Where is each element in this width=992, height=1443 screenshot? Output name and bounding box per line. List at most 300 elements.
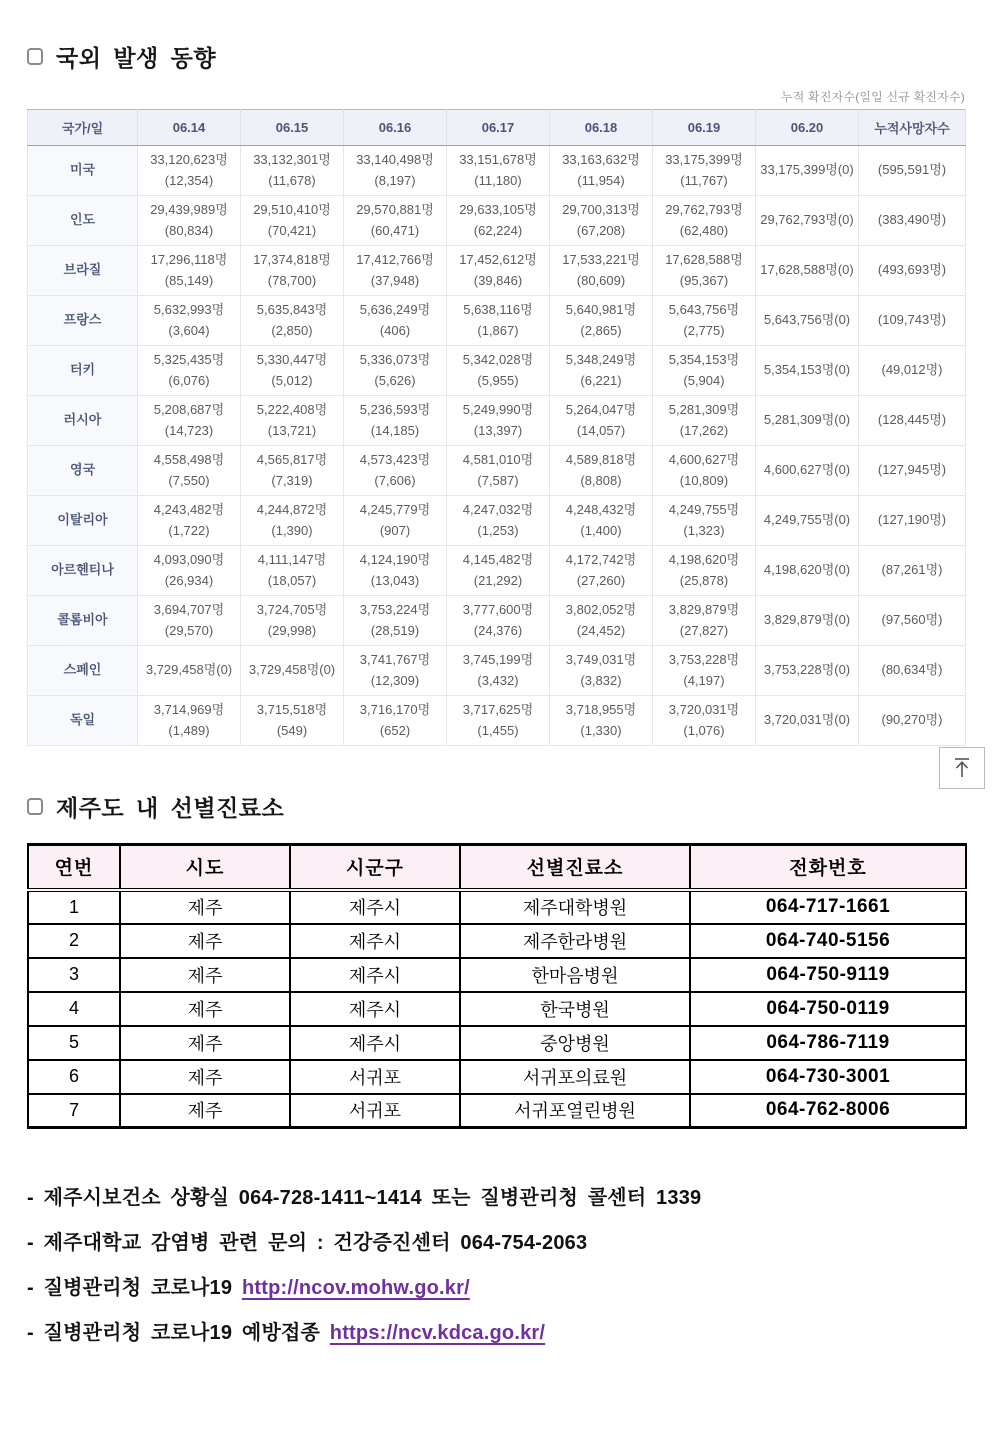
cell-line: 5,342,028명 — [462, 352, 534, 368]
cell-line: (95,367) — [679, 272, 729, 288]
intl-column-header: 06.20 — [756, 110, 859, 146]
cell-line: (5,012) — [271, 372, 313, 388]
cumulative-deaths-cell: (383,490명) — [859, 196, 966, 246]
daily-count-cell — [447, 196, 550, 246]
country-cell: 아르헨티나 — [28, 546, 138, 596]
cumulative-deaths-cell: (595,591명) — [859, 146, 966, 196]
cell-line: (1,867) — [477, 322, 519, 338]
cell-line: 4,111,147명 — [257, 552, 327, 568]
daily-count-cell — [550, 396, 653, 446]
footer-link-kdca[interactable]: https://ncv.kdca.go.kr/ — [329, 1322, 546, 1344]
cell-line: (3,604) — [168, 322, 210, 338]
cell-line: (652) — [379, 722, 411, 738]
cell-line: (10,809) — [679, 472, 729, 488]
district-cell: 제주시 — [290, 924, 460, 958]
daily-count-cell — [550, 196, 653, 246]
cell-line: 4,093,090명 — [153, 552, 225, 568]
cumulative-deaths-cell: (109,743명) — [859, 296, 966, 346]
daily-count-cell — [653, 146, 756, 196]
section2-title — [27, 790, 965, 823]
clinic-name-cell: 서귀포열린병원 — [460, 1094, 690, 1128]
cell-line: 5,249,990명 — [462, 402, 534, 418]
daily-count-cell — [138, 646, 241, 696]
intl-table-row — [28, 646, 966, 696]
country-cell: 러시아 — [28, 396, 138, 446]
footer-line-kdca-covid — [27, 1266, 965, 1311]
intl-column-header: 06.16 — [344, 110, 447, 146]
daily-count-cell — [241, 346, 344, 396]
province-cell: 제주 — [120, 1026, 290, 1060]
row-number-cell: 7 — [28, 1094, 120, 1128]
phone-number-cell: 064-786-7119 — [690, 1026, 966, 1060]
daily-count-cell — [550, 146, 653, 196]
daily-count-cell — [241, 496, 344, 546]
daily-count-cell — [138, 196, 241, 246]
cell-line: (1,489) — [168, 722, 210, 738]
cell-line: 3,753,228명 — [668, 652, 740, 668]
daily-count-cell — [653, 546, 756, 596]
cell-line: (4,197) — [683, 672, 725, 688]
cell-line: 4,243,482명 — [153, 502, 225, 518]
cell-line: 17,374,818명 — [253, 252, 331, 268]
cell-line: 5,208,687명 — [153, 402, 225, 418]
cell-line: 17,412,766명 — [356, 252, 434, 268]
latest-cumulative-cell: 17,628,588명(0) — [756, 246, 859, 296]
daily-count-cell — [138, 396, 241, 446]
cell-line: 3,749,031명 — [565, 652, 637, 668]
row-number-cell: 1 — [28, 890, 120, 924]
cell-line: 5,636,249명 — [359, 302, 431, 318]
daily-count-cell — [138, 546, 241, 596]
province-cell: 제주 — [120, 1094, 290, 1128]
cell-line: (2,865) — [580, 322, 622, 338]
cumulative-deaths-cell: (128,445명) — [859, 396, 966, 446]
intl-table-row — [28, 446, 966, 496]
cell-line: (1,323) — [683, 522, 725, 538]
daily-count-cell — [447, 246, 550, 296]
section1-title — [27, 40, 965, 73]
cell-line: 5,325,435명 — [153, 352, 225, 368]
checkbox-icon — [27, 48, 43, 65]
cell-line: (1,455) — [477, 722, 519, 738]
daily-count-cell — [138, 146, 241, 196]
daily-count-cell — [653, 646, 756, 696]
footer-text: - 질병관리청 코로나19 — [27, 1277, 242, 1299]
clinic-column-header: 선별진료소 — [460, 845, 690, 890]
daily-count-cell — [653, 346, 756, 396]
latest-cumulative-cell: 33,175,399명(0) — [756, 146, 859, 196]
daily-count-cell — [550, 596, 653, 646]
daily-count-cell — [447, 696, 550, 746]
arrow-up-to-bar-icon — [951, 756, 973, 780]
cell-line: 4,247,032명 — [462, 502, 534, 518]
daily-count-cell — [344, 446, 447, 496]
cell-line: 3,829,879명 — [668, 602, 740, 618]
latest-cumulative-cell: 3,720,031명(0) — [756, 696, 859, 746]
cell-line: (29,570) — [164, 622, 214, 638]
daily-count-cell — [138, 246, 241, 296]
country-cell: 프랑스 — [28, 296, 138, 346]
cell-line: (907) — [379, 522, 411, 538]
footer-notes — [27, 1176, 965, 1356]
cell-line: (25,878) — [679, 572, 729, 588]
cell-line: (1,722) — [168, 522, 210, 538]
cell-line: 29,570,881명 — [356, 202, 434, 218]
clinic-table-row — [28, 958, 966, 992]
country-cell: 영국 — [28, 446, 138, 496]
cell-line: (27,827) — [679, 622, 729, 638]
clinic-table-row — [28, 1094, 966, 1128]
row-number-cell: 3 — [28, 958, 120, 992]
latest-cumulative-cell: 4,600,627명(0) — [756, 446, 859, 496]
daily-count-cell — [550, 696, 653, 746]
cell-line: (1,330) — [580, 722, 622, 738]
intl-table-row — [28, 146, 966, 196]
cell-line: 5,222,408명 — [256, 402, 328, 418]
cell-line: (549) — [276, 722, 308, 738]
cell-line: 5,281,309명 — [668, 402, 740, 418]
cell-line: 3,715,518명 — [256, 702, 328, 718]
phone-number-cell: 064-750-0119 — [690, 992, 966, 1026]
cell-line: 4,244,872명 — [256, 502, 328, 518]
country-cell: 독일 — [28, 696, 138, 746]
daily-count-cell — [344, 196, 447, 246]
district-cell: 제주시 — [290, 1026, 460, 1060]
clinic-column-header: 연번 — [28, 845, 120, 890]
table-unit-note: 누적 확진자수(일일 신규 확진자수) — [780, 90, 965, 104]
cell-line: 5,330,447명 — [256, 352, 328, 368]
clinic-column-header: 시도 — [120, 845, 290, 890]
section2-title-text: 제주도 내 선별진료소 — [56, 795, 285, 821]
cell-line: (11,678) — [268, 172, 316, 188]
daily-count-cell — [550, 246, 653, 296]
daily-count-cell — [653, 596, 756, 646]
province-cell: 제주 — [120, 924, 290, 958]
cell-line: 5,236,593명 — [359, 402, 431, 418]
row-number-cell: 2 — [28, 924, 120, 958]
cell-line: (80,609) — [576, 272, 626, 288]
cell-line: 5,336,073명 — [359, 352, 431, 368]
intl-column-header: 국가/일 — [28, 110, 138, 146]
cell-line: 17,452,612명 — [459, 252, 537, 268]
country-cell: 인도 — [28, 196, 138, 246]
cell-line: (13,043) — [370, 572, 420, 588]
daily-count-cell — [241, 646, 344, 696]
footer-text: - 제주대학교 감염병 관련 문의 : 건강증진센터 064-754-2063 — [27, 1232, 588, 1254]
clinic-name-cell: 한국병원 — [460, 992, 690, 1026]
cell-line: (6,221) — [580, 372, 622, 388]
intl-column-header: 06.17 — [447, 110, 550, 146]
country-cell: 터키 — [28, 346, 138, 396]
daily-count-cell — [447, 146, 550, 196]
cell-line: (8,197) — [374, 172, 416, 188]
daily-count-cell — [550, 646, 653, 696]
daily-count-cell — [241, 596, 344, 646]
cell-line: (26,934) — [164, 572, 214, 588]
cell-line: (11,767) — [680, 172, 728, 188]
daily-count-cell — [447, 496, 550, 546]
footer-line-kdca-vaccine — [27, 1311, 965, 1356]
cell-line: (14,185) — [370, 422, 420, 438]
daily-count-cell — [344, 646, 447, 696]
cell-line: 4,245,779명 — [359, 502, 431, 518]
daily-count-cell — [138, 596, 241, 646]
cell-line: (1,400) — [580, 522, 622, 538]
daily-count-cell — [344, 596, 447, 646]
phone-number-cell: 064-750-9119 — [690, 958, 966, 992]
cell-line: 4,589,818명 — [565, 452, 637, 468]
cell-line: 5,640,981명 — [565, 302, 637, 318]
district-cell: 제주시 — [290, 890, 460, 924]
footer-text: - 제주시보건소 상황실 064-728-1411~1414 또는 질병관리청 콜센터 1339 — [27, 1187, 702, 1209]
intl-column-header: 06.14 — [138, 110, 241, 146]
cell-line: 29,439,989명 — [150, 202, 228, 218]
latest-cumulative-cell: 4,249,755명(0) — [756, 496, 859, 546]
clinic-table-row — [28, 1026, 966, 1060]
clinic-table-body — [28, 890, 966, 1128]
province-cell: 제주 — [120, 1060, 290, 1094]
district-cell: 서귀포 — [290, 1060, 460, 1094]
intl-table-row — [28, 196, 966, 246]
cell-line: (14,723) — [164, 422, 214, 438]
international-cases-table — [27, 109, 966, 746]
cell-line: 5,643,756명 — [668, 302, 740, 318]
latest-cumulative-cell: 5,281,309명(0) — [756, 396, 859, 446]
latest-cumulative-cell: 3,829,879명(0) — [756, 596, 859, 646]
cell-line: 4,249,755명 — [668, 502, 740, 518]
cumulative-deaths-cell: (87,261명) — [859, 546, 966, 596]
cell-line: (12,309) — [370, 672, 420, 688]
clinic-name-cell: 한마음병원 — [460, 958, 690, 992]
intl-table-row — [28, 596, 966, 646]
daily-count-cell — [241, 196, 344, 246]
cell-line: 3,720,031명 — [668, 702, 740, 718]
daily-count-cell — [447, 446, 550, 496]
footer-link-ncov[interactable]: http://ncov.mohw.go.kr/ — [241, 1277, 470, 1299]
cell-line: (85,149) — [164, 272, 214, 288]
daily-count-cell — [344, 696, 447, 746]
intl-table-row — [28, 696, 966, 746]
cell-line: (2,775) — [683, 322, 725, 338]
daily-count-cell — [653, 296, 756, 346]
section1-title-text: 국외 발생 동향 — [56, 45, 217, 71]
cell-line: (62,480) — [679, 222, 729, 238]
daily-count-cell — [447, 346, 550, 396]
intl-table-row — [28, 396, 966, 446]
clinic-column-header: 전화번호 — [690, 845, 966, 890]
cell-line: (24,376) — [473, 622, 523, 638]
cumulative-deaths-cell: (49,012명) — [859, 346, 966, 396]
daily-count-cell — [550, 296, 653, 346]
daily-count-cell — [550, 446, 653, 496]
cell-line: 4,248,432명 — [565, 502, 637, 518]
clinic-table-row — [28, 1060, 966, 1094]
clinic-table-row — [28, 924, 966, 958]
cell-line: (5,626) — [374, 372, 416, 388]
latest-cumulative-cell: 29,762,793명(0) — [756, 196, 859, 246]
cell-line: 3,745,199명 — [462, 652, 534, 668]
cell-line: 3,777,600명 — [462, 602, 534, 618]
intl-table-row — [28, 296, 966, 346]
daily-count-cell — [550, 546, 653, 596]
cell-line: 17,628,588명 — [665, 252, 743, 268]
cell-line: 3,802,052명 — [565, 602, 637, 618]
daily-count-cell — [241, 146, 344, 196]
intl-table-body — [28, 146, 966, 746]
daily-count-cell — [447, 596, 550, 646]
cell-line: (37,948) — [370, 272, 420, 288]
clinic-name-cell: 중앙병원 — [460, 1026, 690, 1060]
daily-count-cell — [344, 346, 447, 396]
country-cell: 미국 — [28, 146, 138, 196]
district-cell: 제주시 — [290, 992, 460, 1026]
cell-line: 17,533,221명 — [562, 252, 640, 268]
row-number-cell: 6 — [28, 1060, 120, 1094]
intl-column-header: 06.19 — [653, 110, 756, 146]
cell-line: 33,132,301명 — [253, 152, 331, 168]
cell-line: 3,718,955명 — [565, 702, 637, 718]
cell-line: (1,076) — [683, 722, 725, 738]
cell-line: (67,208) — [576, 222, 626, 238]
clinic-header-row — [28, 845, 966, 890]
cell-line: (17,262) — [679, 422, 729, 438]
cell-line: 4,145,482명 — [462, 552, 534, 568]
phone-number-cell: 064-730-3001 — [690, 1060, 966, 1094]
cumulative-deaths-cell: (90,270명) — [859, 696, 966, 746]
clinic-table-row — [28, 890, 966, 924]
cell-line: (7,606) — [374, 472, 416, 488]
daily-count-cell — [344, 246, 447, 296]
footer-text: - 질병관리청 코로나19 예방접종 — [27, 1322, 330, 1344]
cell-line: (39,846) — [473, 272, 523, 288]
daily-count-cell — [344, 496, 447, 546]
cell-line: 33,175,399명 — [665, 152, 743, 168]
province-cell: 제주 — [120, 958, 290, 992]
intl-column-header: 06.15 — [241, 110, 344, 146]
daily-count-cell — [138, 446, 241, 496]
cell-line: (7,319) — [271, 472, 313, 488]
daily-count-cell — [344, 396, 447, 446]
cell-line: 33,163,632명 — [562, 152, 640, 168]
daily-count-cell — [653, 696, 756, 746]
latest-cumulative-cell: 5,354,153명(0) — [756, 346, 859, 396]
cumulative-deaths-cell: (127,945명) — [859, 446, 966, 496]
intl-header-row — [28, 110, 966, 146]
daily-count-cell — [550, 496, 653, 546]
cumulative-deaths-cell: (127,190명) — [859, 496, 966, 546]
cell-line: 5,354,153명 — [668, 352, 740, 368]
cell-line: (1,390) — [271, 522, 313, 538]
cell-line: 33,140,498명 — [356, 152, 434, 168]
cell-line: 29,762,793명 — [665, 202, 743, 218]
cumulative-deaths-cell: (97,560명) — [859, 596, 966, 646]
daily-count-cell — [447, 546, 550, 596]
district-cell: 서귀포 — [290, 1094, 460, 1128]
cell-line: (406) — [379, 322, 411, 338]
province-cell: 제주 — [120, 992, 290, 1026]
row-number-cell: 5 — [28, 1026, 120, 1060]
cell-line: (2,850) — [271, 322, 313, 338]
cell-line: 3,694,707명 — [153, 602, 225, 618]
cell-line: (7,587) — [477, 472, 519, 488]
cell-line: (13,397) — [473, 422, 523, 438]
daily-count-cell — [241, 546, 344, 596]
district-cell: 제주시 — [290, 958, 460, 992]
cell-line: 3,729,458명(0) — [248, 662, 336, 678]
scroll-to-top-button[interactable] — [939, 747, 985, 789]
cell-line: 3,717,625명 — [462, 702, 534, 718]
latest-cumulative-cell: 5,643,756명(0) — [756, 296, 859, 346]
cell-line: (62,224) — [473, 222, 523, 238]
cell-line: 4,124,190명 — [359, 552, 431, 568]
daily-count-cell — [447, 646, 550, 696]
cell-line: (12,354) — [164, 172, 214, 188]
cell-line: 5,348,249명 — [565, 352, 637, 368]
cell-line: (60,471) — [370, 222, 420, 238]
cell-line: 33,151,678명 — [459, 152, 537, 168]
cell-line: (24,452) — [576, 622, 626, 638]
cell-line: (14,057) — [576, 422, 626, 438]
cell-line: (27,260) — [576, 572, 626, 588]
cell-line: 3,753,224명 — [359, 602, 431, 618]
clinic-column-header: 시군구 — [290, 845, 460, 890]
footer-line-university — [27, 1221, 965, 1266]
daily-count-cell — [344, 146, 447, 196]
daily-count-cell — [447, 296, 550, 346]
daily-count-cell — [653, 246, 756, 296]
latest-cumulative-cell: 3,753,228명(0) — [756, 646, 859, 696]
cell-line: (1,253) — [477, 522, 519, 538]
cell-line: 3,714,969명 — [153, 702, 225, 718]
cell-line: 3,716,170명 — [359, 702, 431, 718]
cell-line: 29,633,105명 — [459, 202, 537, 218]
cell-line: 3,741,767명 — [359, 652, 431, 668]
cell-line: 29,700,313명 — [562, 202, 640, 218]
checkbox-icon — [27, 798, 43, 815]
daily-count-cell — [653, 396, 756, 446]
cell-line: (3,432) — [477, 672, 519, 688]
clinic-table — [27, 843, 967, 1129]
clinic-name-cell: 제주한라병원 — [460, 924, 690, 958]
footer-line-health-center — [27, 1176, 965, 1221]
clinic-name-cell: 제주대학병원 — [460, 890, 690, 924]
daily-count-cell — [241, 246, 344, 296]
daily-count-cell — [550, 346, 653, 396]
daily-count-cell — [653, 496, 756, 546]
clinic-name-cell: 서귀포의료원 — [460, 1060, 690, 1094]
cell-line: (5,904) — [683, 372, 725, 388]
cell-line: 5,632,993명 — [153, 302, 225, 318]
daily-count-cell — [241, 296, 344, 346]
daily-count-cell — [653, 196, 756, 246]
cell-line: (78,700) — [267, 272, 317, 288]
cumulative-deaths-cell: (80,634명) — [859, 646, 966, 696]
daily-count-cell — [653, 446, 756, 496]
cell-line: 5,264,047명 — [565, 402, 637, 418]
page — [0, 40, 992, 1356]
intl-column-header: 06.18 — [550, 110, 653, 146]
cell-line: (29,998) — [267, 622, 317, 638]
cell-line: (18,057) — [267, 572, 317, 588]
daily-count-cell — [138, 696, 241, 746]
cell-line: 5,635,843명 — [256, 302, 328, 318]
cell-line: 4,581,010명 — [462, 452, 534, 468]
clinic-table-row — [28, 992, 966, 1026]
intl-table-row — [28, 496, 966, 546]
cell-line: 4,558,498명 — [153, 452, 225, 468]
intl-table-row — [28, 546, 966, 596]
daily-count-cell — [138, 496, 241, 546]
